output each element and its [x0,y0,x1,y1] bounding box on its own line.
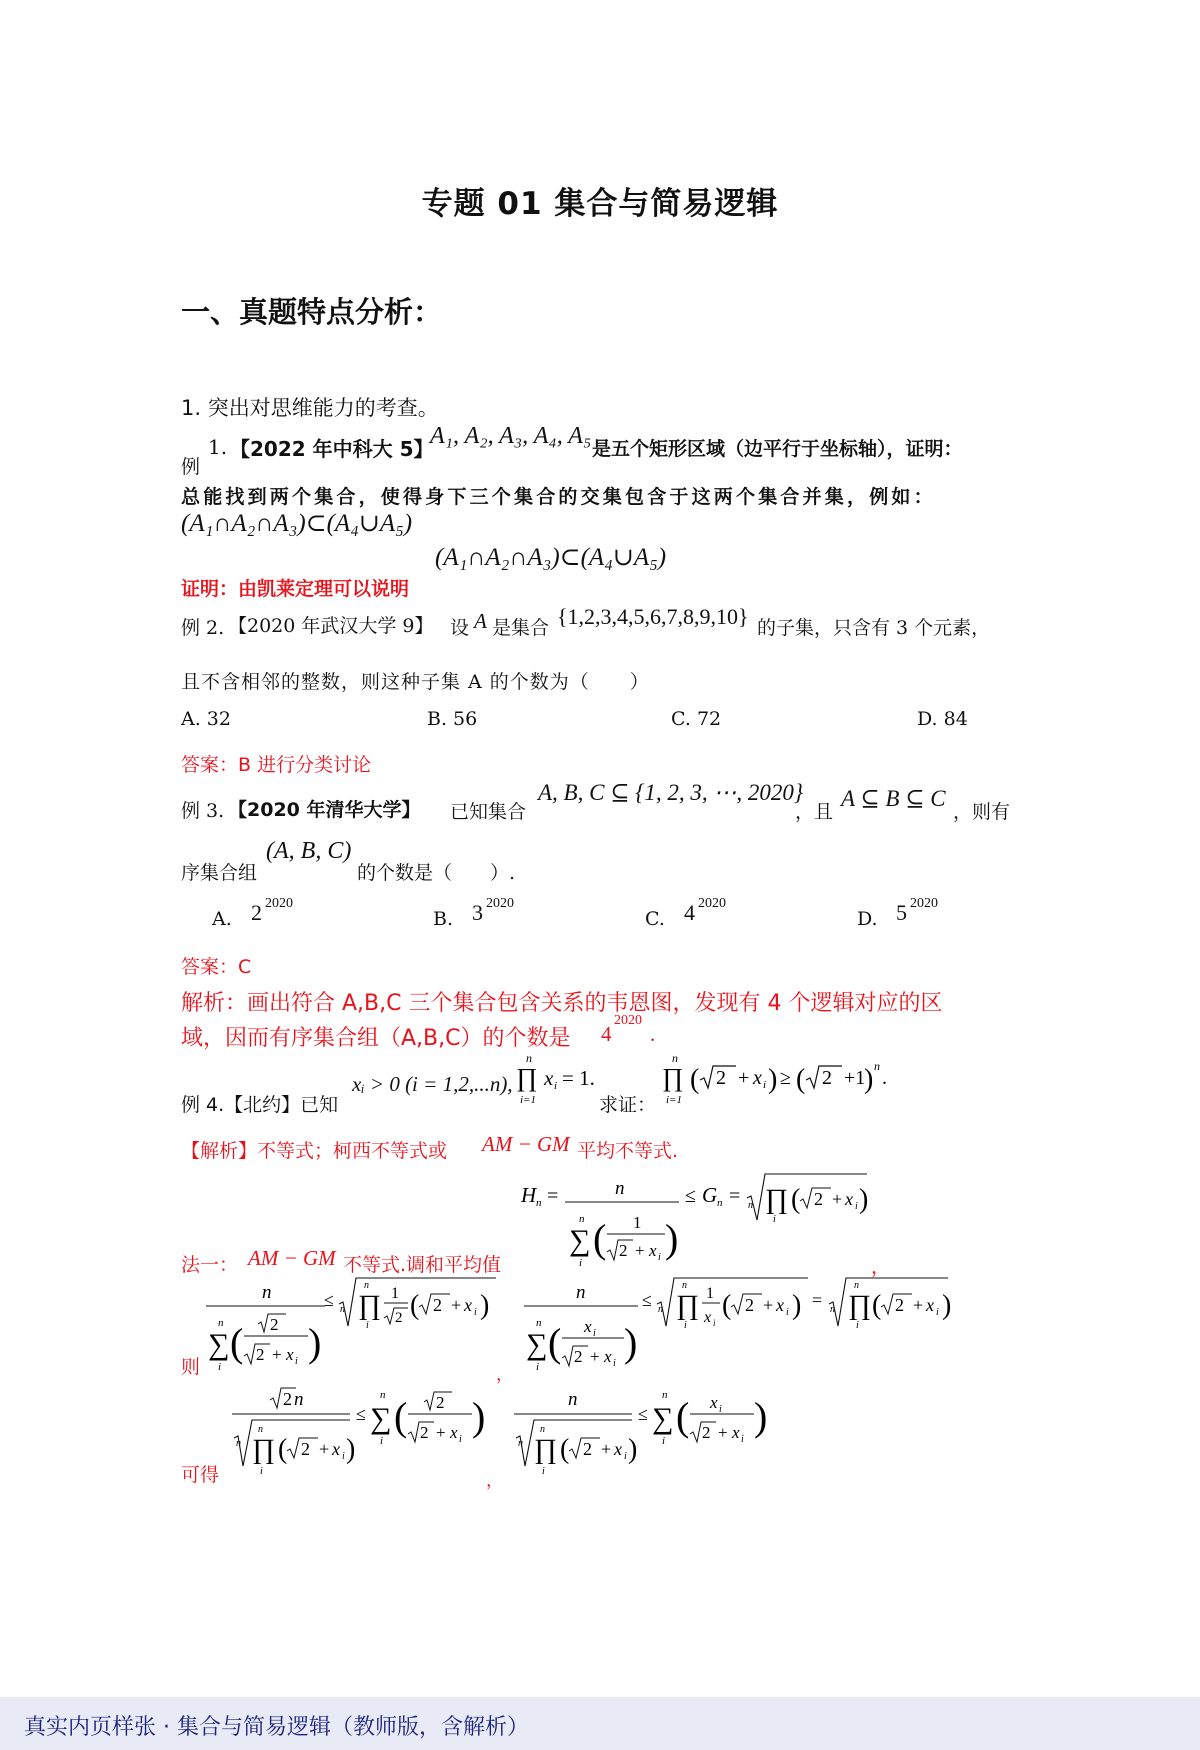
ex3-text2a: 序集合组 [181,862,258,884]
svg-text:(: ( [796,1064,806,1095]
ex4-analysis: 【解析】不等式；柯西不等式或 [181,1140,448,1162]
svg-text:2: 2 [256,1345,265,1364]
svg-text:+: + [738,1067,750,1089]
svg-text:∏: ∏ [676,1290,700,1321]
point-1: 1. 突出对思维能力的考查。 [181,396,439,420]
svg-text:+: + [601,1439,612,1459]
svg-text:n: n [568,1389,578,1410]
svg-text:2: 2 [574,1347,583,1366]
svg-text:x: x [845,1189,853,1209]
svg-text:≤: ≤ [685,1185,696,1207]
svg-text:): ) [768,1064,778,1095]
ex2-text1a: 设 [450,617,470,639]
svg-text:+: + [590,1347,600,1366]
svg-text:(: ( [230,1320,244,1365]
ex3-option-a-base: 2 [251,900,262,925]
svg-text:2: 2 [301,1439,310,1459]
ex1-formula-display: (A₁∩A₂∩A₃)⊂(A₄∪A₅) [435,544,667,571]
svg-text:n: n [830,1304,835,1315]
svg-text:∑: ∑ [208,1328,230,1361]
svg-text:n: n [236,1438,241,1449]
svg-text:n: n [294,1389,304,1410]
svg-text:H: H [521,1183,537,1207]
svg-text:i: i [741,1434,744,1445]
svg-text:x: x [604,1347,612,1366]
svg-text:+: + [635,1241,645,1260]
svg-text:n: n [854,1280,859,1291]
ex4-cond1: xᵢ > 0 (i = 1,2,...n), [352,1072,513,1096]
svg-text:∏: ∏ [662,1063,684,1092]
svg-text:i: i [613,1358,616,1369]
ex3-option-c-exp: 2020 [698,896,726,911]
svg-text:2: 2 [436,1393,445,1412]
svg-text:∏: ∏ [534,1434,558,1465]
svg-text:i: i [554,1080,558,1092]
ex1-proof: 证明：由凯莱定理可以说明 [181,578,410,600]
footer-text: 真实内页样张 · 集合与简易逻辑（教师版，含解析） [24,1715,529,1740]
inequality-sqrt2-weighted [200,1276,510,1376]
ex1-text1: 是五个矩形区域（边平行于坐标轴），证明： [592,438,963,460]
result-inequality-1 [228,1380,498,1484]
harmonic-geometric-mean-formula [515,1168,875,1272]
ex3-option-c-label: C. [645,908,665,930]
svg-text:=: = [812,1290,823,1310]
svg-text:i: i [542,1466,545,1477]
svg-text:2: 2 [895,1295,904,1315]
ex3-option-c-base: 4 [684,900,695,925]
svg-text:i=1: i=1 [666,1094,682,1106]
ex1-text2: 总能找到两个集合，使得身下三个集合的交集包含于这两个集合并集，例如： [181,486,936,508]
svg-text:2: 2 [716,1067,726,1089]
ex4-then: 则 [181,1356,201,1378]
ex2-text1c: 的子集，只含有 3 个元素， [757,617,991,639]
svg-text:= 1.: = 1. [562,1066,595,1090]
svg-text:i: i [719,1404,722,1415]
svg-text:n: n [579,1213,585,1225]
ex4-product-condition [510,1050,605,1110]
ex2-label: 例 2. [181,617,225,639]
svg-text:n: n [717,1197,723,1209]
svg-text:∑: ∑ [569,1224,591,1257]
result-inequality-2 [510,1380,780,1484]
svg-text:2: 2 [822,1067,832,1089]
svg-text:(: ( [722,1290,732,1321]
ex3-analysis-line1: 解析：画出符合 A,B,C 三个集合包含关系的韦恩图，发现有 4 个逻辑对应的区 [181,991,943,1016]
ex3-option-d-exp: 2020 [910,896,938,911]
svg-text:∏: ∏ [848,1290,872,1321]
svg-text:2: 2 [395,1310,403,1326]
ex4-comma-2: ， [496,1365,513,1385]
svg-text:i: i [856,1320,859,1331]
ex4-method1-label: 法一： [181,1254,239,1276]
svg-text:i: i [260,1466,263,1477]
ex3-text1b: ，且 [795,801,834,823]
svg-text:): ) [480,1290,490,1321]
svg-text:n: n [576,1282,586,1303]
svg-text:2: 2 [702,1423,711,1442]
svg-text:i: i [855,1201,858,1212]
svg-text:n: n [364,1280,369,1291]
inequality-xi-weighted [520,1276,960,1376]
svg-text:≤: ≤ [642,1290,652,1310]
svg-text:+: + [436,1423,446,1442]
svg-text:i: i [593,1328,596,1339]
ex3-sets: A, B, C ⊆ {1, 2, 3, ⋯, 2020} [538,780,804,805]
section-heading: 一、真题特点分析： [181,295,443,329]
svg-text:x: x [753,1067,762,1089]
svg-text:n: n [874,1059,880,1073]
svg-text:2: 2 [433,1295,442,1315]
svg-text:+: + [451,1295,462,1315]
svg-text:i: i [366,1320,369,1331]
svg-text:x: x [776,1295,784,1315]
svg-text:+: + [913,1295,924,1315]
ex3-text1c: ，则有 [953,801,1011,823]
svg-text:=: = [729,1185,741,1207]
svg-text:∏: ∏ [516,1063,538,1092]
svg-text:): ) [754,1394,768,1439]
ex3-analysis-end: . [650,1022,656,1046]
svg-text:(: ( [690,1064,700,1095]
svg-text:i: i [658,1252,661,1263]
ex4-method1-text: 不等式.调和平均值 [343,1254,502,1276]
ex3-option-b-exp: 2020 [486,896,514,911]
svg-text:∏: ∏ [358,1290,382,1321]
svg-text:x: x [614,1439,622,1459]
svg-text:i: i [474,1307,477,1318]
svg-text:i: i [579,1257,583,1269]
ex3-option-a-label: A. [212,908,232,930]
svg-text:n: n [658,1304,663,1315]
svg-text:n: n [748,1200,753,1211]
svg-text:2: 2 [619,1241,628,1260]
ex3-analysis-line2: 域，因而有序集合组（A,B,C）的个数是 [181,1026,571,1051]
ex3-option-d-base: 5 [896,900,907,925]
svg-text:(: ( [394,1394,408,1439]
svg-text:n: n [540,1424,545,1435]
ex3-tuple: (A, B, C) [266,838,352,864]
ex4-amgm: AM − GM [482,1132,570,1156]
svg-text:i: i [295,1356,298,1367]
ex4-goal-inequality [660,1050,890,1112]
svg-text:G: G [702,1183,718,1207]
ex2-varA: A [474,609,487,633]
svg-text:n: n [380,1389,386,1401]
ex3-option-a-exp: 2020 [265,896,293,911]
svg-text:x: x [464,1295,472,1315]
footer-bar [0,1697,1200,1750]
svg-text:x: x [704,1309,712,1326]
svg-text:n: n [682,1280,687,1291]
ex4-method1-amgm: AM − GM [248,1246,336,1270]
svg-text:x: x [710,1393,718,1412]
svg-text:i: i [662,1435,666,1447]
svg-text:x: x [584,1317,592,1336]
svg-text:1: 1 [391,1285,399,1302]
svg-text:2: 2 [420,1423,429,1442]
ex2-option-c: C. 72 [671,708,722,730]
svg-text:): ) [624,1320,638,1365]
svg-text:n: n [672,1051,678,1065]
ex4-prove: 求证： [599,1094,657,1116]
svg-text:(: ( [791,1184,801,1215]
svg-text:i: i [459,1434,462,1445]
ex3-analysis-base: 4 [601,1022,612,1046]
svg-text:+1: +1 [844,1067,866,1089]
svg-text:i: i [342,1451,345,1462]
ex1-source: 【2022 年中科大 5】 [230,437,434,461]
svg-text:i=1: i=1 [520,1094,536,1106]
svg-text:n: n [615,1178,625,1199]
ex3-analysis-exp: 2020 [614,1013,642,1028]
svg-text:n: n [536,1197,542,1209]
ex1-formula-inline: (A₁∩A₂∩A₃)⊂(A₄∪A₅) [181,510,413,537]
svg-text:∑: ∑ [370,1402,392,1435]
svg-text:): ) [864,1064,874,1095]
svg-text:+: + [763,1295,774,1315]
svg-text:(: ( [410,1290,420,1321]
svg-text:(: ( [593,1216,607,1261]
svg-text:i: i [786,1307,789,1318]
svg-text:x: x [649,1241,657,1260]
page-title: 专题 01 集合与简易逻辑 [421,186,779,222]
svg-text:∑: ∑ [526,1328,548,1361]
ex2-answer: 答案：B 进行分类讨论 [181,754,372,776]
svg-text:x: x [450,1423,458,1442]
svg-text:): ) [308,1320,322,1365]
svg-text:i: i [773,1214,776,1225]
svg-text:i: i [763,1079,767,1091]
svg-text:(: ( [560,1434,570,1465]
svg-text:i: i [380,1435,384,1447]
svg-text:): ) [859,1184,869,1215]
svg-text:≤: ≤ [356,1404,366,1424]
svg-text:2: 2 [814,1189,823,1209]
ex1-sets: A₁, A₂, A₃, A₄, A₅ [430,423,592,449]
svg-text:i: i [684,1320,687,1331]
ex2-set: {1,2,3,4,5,6,7,8,9,10} [557,604,749,629]
svg-text:2: 2 [270,1315,279,1334]
ex3-source: 【2020 年清华大学】 [228,799,421,821]
ex2-source: 【2020 年武汉大学 9】 [228,615,434,637]
svg-text:i: i [936,1307,939,1318]
ex2-text1b: 是集合 [492,617,550,639]
ex2-option-d: D. 84 [917,708,968,730]
svg-text:x: x [544,1066,554,1090]
ex1-num: 1. [208,435,228,459]
svg-text:): ) [792,1290,802,1321]
svg-text:=: = [547,1185,559,1207]
svg-text:+: + [272,1345,282,1364]
ex3-answer: 答案：C [181,956,252,978]
svg-text:x: x [926,1295,934,1315]
ex4-comma-3: ， [486,1471,503,1491]
ex3-option-b-base: 3 [472,900,483,925]
ex4-getcan: 可得 [181,1464,220,1486]
ex3-text2b: 的个数是（ ）. [357,862,516,884]
svg-text:1: 1 [706,1285,714,1302]
svg-text:(: ( [676,1394,690,1439]
svg-text:∑: ∑ [652,1402,674,1435]
svg-text:i: i [536,1361,540,1373]
svg-text:n: n [536,1317,542,1329]
svg-text:): ) [628,1434,638,1465]
svg-text:x: x [286,1345,294,1364]
svg-text:≥: ≥ [780,1067,791,1089]
svg-text:(: ( [548,1320,562,1365]
svg-text:n: n [518,1438,523,1449]
svg-text:∏: ∏ [252,1434,276,1465]
svg-text:+: + [832,1189,843,1209]
ex4-label: 例 4.【北约】已知 [181,1094,339,1116]
ex3-chain: A ⊆ B ⊆ C [841,786,946,811]
svg-text:(: ( [278,1434,288,1465]
svg-text:i: i [218,1361,222,1373]
ex4-analysis-end: 平均不等式. [577,1140,679,1162]
svg-text:x: x [332,1439,340,1459]
ex2-option-a: A. 32 [181,708,231,730]
svg-text:i: i [713,1318,716,1328]
ex4-comma-1: ， [871,1256,891,1278]
svg-text:≤: ≤ [324,1290,334,1310]
ex2-text2: 且不含相邻的整数，则这种子集 A 的个数为（ ） [181,671,650,693]
ex2-option-b: B. 56 [427,708,478,730]
svg-text:≤: ≤ [638,1404,648,1424]
svg-text:n: n [662,1389,668,1401]
svg-text:+: + [718,1423,728,1442]
svg-text:n: n [340,1304,345,1315]
svg-text:): ) [665,1216,679,1261]
svg-text:n: n [258,1424,263,1435]
svg-text:2: 2 [745,1295,754,1315]
svg-text:n: n [262,1282,272,1303]
svg-text:.: . [882,1067,887,1089]
svg-text:x: x [732,1423,740,1442]
svg-text:+: + [319,1439,330,1459]
svg-text:): ) [346,1434,356,1465]
ex3-option-b-label: B. [433,908,454,930]
svg-text:∏: ∏ [765,1184,789,1215]
svg-text:1: 1 [633,1213,642,1232]
svg-text:2: 2 [583,1439,592,1459]
svg-text:i: i [624,1451,627,1462]
ex3-label: 例 3. [181,800,225,822]
svg-text:(: ( [872,1290,882,1321]
svg-text:): ) [472,1394,486,1439]
svg-text:2: 2 [283,1389,292,1409]
ex1-prefix: 例 [181,456,201,478]
svg-text:): ) [942,1290,952,1321]
svg-text:n: n [218,1317,224,1329]
ex3-text1a: 已知集合 [450,801,527,823]
ex3-option-d-label: D. [857,908,878,930]
svg-text:n: n [526,1051,532,1065]
